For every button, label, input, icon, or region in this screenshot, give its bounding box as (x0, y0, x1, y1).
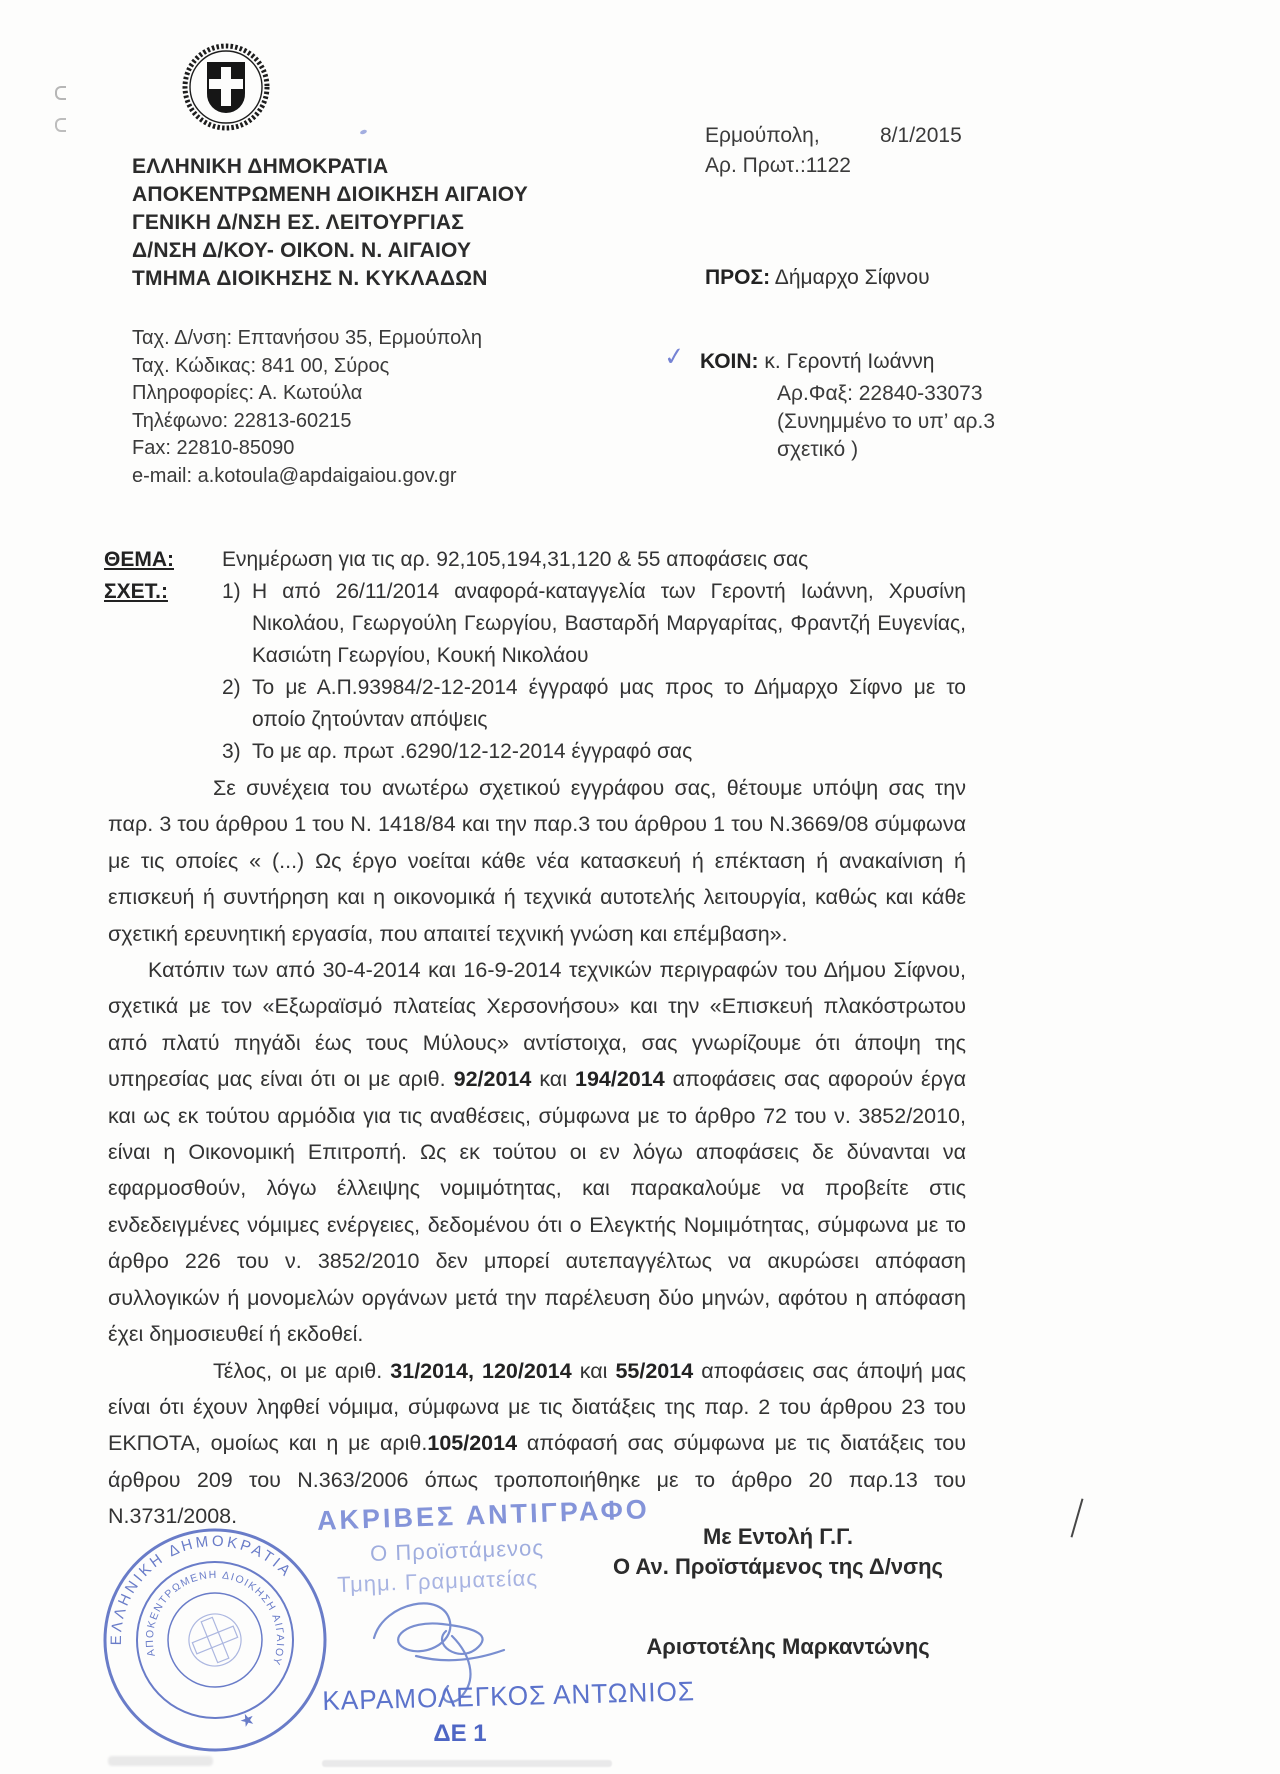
stamp-title-line: Ο Προϊστάμενος (369, 1534, 545, 1566)
round-stamp-star: ★ (236, 1708, 259, 1732)
subject-references-block (104, 544, 966, 768)
scan-artifact (55, 118, 66, 132)
grade-stamp-text: ΔΕ 1 (433, 1720, 487, 1747)
cc-label: ΚΟΙΝ: (700, 350, 759, 373)
org-line: Δ/ΝΣΗ Δ/ΚΟΥ- ΟΙΚΟΝ. Ν. ΑΙΓΑΙΟΥ (132, 239, 472, 262)
checkmark-icon: ✓ (662, 341, 687, 373)
subject-text: Ενημέρωση για τις αρ. 92,105,194,31,120 & 55 αποφάσεις σας (222, 548, 809, 571)
official-round-stamp (95, 1520, 335, 1765)
scan-artifact (55, 86, 66, 100)
round-stamp-outer-text: ΕΛΛΗΝΙΚΗ ΔΗΜΟΚΡΑΤΙΑ (107, 1532, 296, 1646)
reference-number: 2) (222, 676, 241, 699)
scan-artifact (360, 129, 368, 135)
letter-body (108, 770, 966, 1535)
reference-text: Το με αρ. πρωτ .6290/12-12-2014 έγγραφό σας (252, 740, 693, 763)
org-line: ΕΛΛΗΝΙΚΗ ΔΗΜΟΚΡΑΤΙΑ (132, 155, 389, 178)
subject-label: ΘΕΜΑ: (104, 548, 174, 571)
place: Ερμούπολη, (705, 124, 820, 147)
contact-line-info: Πληροφορίες: Α. Κωτούλα (132, 382, 363, 404)
signature-authority-block (598, 1522, 958, 1582)
reference-number: 3) (222, 740, 241, 763)
to-label: ΠΡΟΣ: (705, 266, 771, 289)
scan-artifact (322, 1760, 612, 1767)
contact-line-email: e-mail: a.kotoula@apdaigaiou.gov.gr (132, 464, 457, 487)
greek-coat-of-arms-icon (180, 40, 272, 141)
org-line: ΑΠΟΚΕΝΤΡΩΜΕΝΗ ΔΙΟΙΚΗΣΗ ΑΙΓΑΙΟΥ (132, 183, 528, 206)
reference-item (222, 736, 966, 768)
by-order-line: Με Εντολή Γ.Γ. (702, 1524, 854, 1549)
cc-details (777, 380, 995, 464)
references-label: ΣΧΕΤ.: (104, 580, 168, 603)
to-value: Δήμαρχο Σίφνου (774, 266, 930, 289)
signer-name: Αριστοτέλης Μαρκαντώνης (646, 1634, 930, 1659)
place-date-line (705, 124, 1025, 148)
reference-text: Η από 26/11/2014 αναφορά-καταγγελία των Γεροντή Ιωάννη, Χρυσίνη Νικολάου, Γεωργούλη Γεωργίου, Βασταρδή Μαργαρίτας, Φραντζή Ευγενίας, Κασιώτη Γεωργίου, Κουκή Νικολάου (252, 580, 966, 667)
round-stamp-inner-text: ΑΠΟΚΕΝΤΡΩΜΕΝΗ ΔΙΟΙΚΗΣΗ ΑΙΓΑΙΟΥ (143, 1568, 287, 1668)
contact-line-address: Ταχ. Δ/νση: Επτανήσου 35, Ερμούπολη (132, 327, 483, 349)
svg-text:ΕΛΛΗΝΙΚΗ ΔΗΜΟΚΡΑΤΙΑ (95, 1520, 298, 1651)
date: 8/1/2015 (880, 124, 962, 147)
signer-title-line: Ο Αν. Προϊστάμενος της Δ/νσης (613, 1554, 943, 1579)
body-paragraph: Τέλος, οι με αριθ. 31/2014, 120/2014 και 55/2014 αποφάσεις σας άποψή μας είναι ότι έχουν ληφθεί νόμιμα, σύμφωνα με τις διατάξεις της παρ. 2 του άρθρου 23 του ΕΚΠΟΤΑ, ομοίως και η με αριθ.105/2014 απόφασή σας σύμφωνα με τις διατάξεις του άρθρου 209 του Ν.363/2006 όπως τροποποιήθηκε με το άρθρο 20 παρ.13 του Ν.3731/2008. (108, 1358, 967, 1529)
reference-text: Το με Α.Π.93984/2-12-2014 έγγραφό μας προς το Δήμαρχο Σίφνο με το οποίο ζητούνταν απόψεις (252, 676, 966, 731)
body-paragraph: Κατόπιν των από 30-4-2014 και 16-9-2014 τεχνικών περιγραφών του Δήμου Σίφνου, σχετικά με τον «Εξωραϊσμό πλατείας Χερσονήσου» και την «Επισκευή πλακόστρωτου από πλατύ πηγάδι έως τους Μύλους» αντίστοιχα, σας γνωρίζουμε ότι άποψη της υπηρεσίας μας είναι ότι οι με αριθ. 92/2014 και 194/2014 αποφάσεις σας αφορούν έργα και ως εκ τούτου αρμόδια για τις αναθέσεις, σύμφωνα με το άρθρο 72 του ν. 3852/2010, είναι η Οικονομική Επιτροπή. Ως εκ τούτου οι εν λόγω αποφάσεις δε δύνανται να εφαρμοσθούν, λόγω έλλειψης νομιμότητας, και παρακαλούμε να προβείτε στις ενδεδειγμένες νόμιμες ενέργειες, δεδομένου ότι ο Ελεγκτής Νομιμότητας, σύμφωνα με το άρθρο 226 του ν. 3852/2010 δεν μπορεί αυτεπαγγέλτως να ακυρώσει απόφαση συλλογικών ή μονομελών οργάνων μετά την παρέλευση δύο μηνών, αφότου η απόφαση έχει δημοσιευθεί ή εκδοθεί. (108, 958, 966, 1347)
org-line: ΓΕΝΙΚΗ Δ/ΝΣΗ ΕΣ. ΛΕΙΤΟΥΡΓΙΑΣ (132, 211, 465, 234)
contact-line-postcode: Ταχ. Κώδικας: 841 00, Σύρος (132, 354, 390, 377)
contact-line-phone: Τηλέφωνο: 22813-60215 (132, 409, 352, 432)
cc-line (700, 350, 934, 374)
cc-attachment: (Συνημμένο το υπ’ αρ.3 (777, 410, 996, 433)
contact-line-fax: Fax: 22810-85090 (132, 437, 295, 459)
cc-attachment: σχετικό ) (777, 438, 859, 461)
reference-item (222, 672, 966, 736)
cc-fax: Αρ.Φαξ: 22840-33073 (777, 382, 983, 405)
sender-org-block (132, 153, 528, 293)
name-stamp-text: ΚΑΡΑΜΟΛΕΓΚΟΣ ΑΝΤΩΝΙΟΣ (322, 1676, 696, 1716)
reference-number: 1) (222, 580, 241, 603)
stray-pen-mark (1071, 1498, 1084, 1537)
body-paragraph: Σε συνέχεια του ανωτέρω σχετικού εγγράφου σας, θέτουμε υπόψη σας την παρ. 3 του άρθρου 1 του Ν. 1418/84 και την παρ.3 του άρθρου 1 του Ν.3669/08 σύμφωνα με τις οποίες « (...) Ως έργο νοείται κάθε νέα κατασκευή ή επέκταση ή ανακαίνιση ή επισκευή ή συντήρηση και η οικονομικά ή τεχνικά αυτοτελής λειτουργία, καθώς και κάθε σχετική ερευνητική εργασία, που απαιτεί τεχνική γνώση και επέμβαση». (108, 776, 966, 946)
reference-item (222, 576, 966, 672)
org-line: ΤΜΗΜΑ ΔΙΟΙΚΗΣΗΣ Ν. ΚΥΚΛΑΔΩΝ (132, 267, 488, 290)
references-list (222, 576, 966, 768)
recipient-line (705, 266, 930, 290)
stamp-dept-line: Τμημ. Γραμματείας (336, 1565, 539, 1598)
cc-value: κ. Γεροντή Ιωάννη (764, 350, 935, 373)
sender-contact-block (132, 325, 482, 490)
certified-copy-text: ΑΚΡΙΒΕΣ ΑΝΤΙΓΡΑΦΟ (316, 1494, 651, 1536)
protocol-number: Αρ. Πρωτ.:1122 (705, 154, 851, 177)
